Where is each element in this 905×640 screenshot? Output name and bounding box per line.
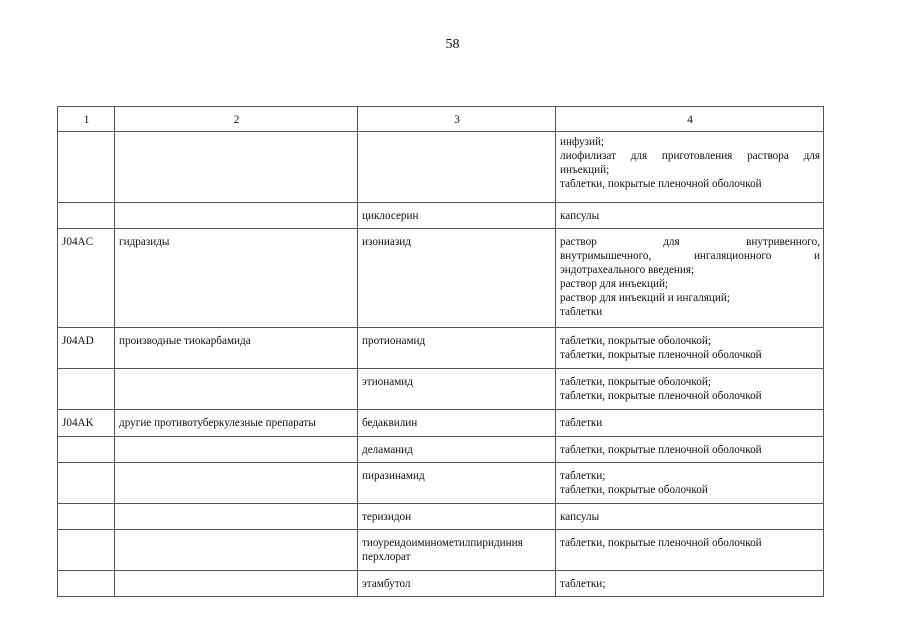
atc-code-cell	[58, 369, 115, 410]
dosage-forms-cell	[556, 571, 824, 597]
dosage-form-line: таблетки, покрытые пленочной оболочкой	[560, 178, 762, 190]
group-cell	[115, 571, 358, 597]
table-row	[58, 571, 824, 597]
dosage-form-line: таблетки	[560, 417, 603, 429]
table-row	[58, 229, 824, 328]
drug-name-cell: протионамид	[358, 328, 556, 369]
drug-name-cell: теризидон	[358, 504, 556, 530]
dosage-forms-cell	[556, 437, 824, 463]
dosage-form-line: таблетки	[560, 306, 603, 318]
group-cell	[115, 530, 358, 571]
table-row	[58, 132, 824, 203]
group-cell	[115, 463, 358, 504]
drug-name-cell: изониазид	[358, 229, 556, 328]
atc-code-cell	[58, 463, 115, 504]
group-cell: гидразиды	[115, 229, 358, 328]
dosage-forms-cell	[556, 530, 824, 571]
dosage-forms-cell	[556, 504, 824, 530]
table-row	[58, 437, 824, 463]
atc-code-cell	[58, 530, 115, 571]
dosage-forms-cell	[556, 328, 824, 369]
drug-name-cell: этионамид	[358, 369, 556, 410]
atc-code-cell: J04AD	[58, 328, 115, 369]
header-col-2: 2	[115, 107, 358, 132]
atc-code-cell: J04AK	[58, 410, 115, 437]
dosage-form-line: лиофилизат для приготовления раствора для	[560, 150, 820, 162]
table-row	[58, 504, 824, 530]
group-cell	[115, 437, 358, 463]
group-cell: производные тиокарбамида	[115, 328, 358, 369]
dosage-forms-cell	[556, 463, 824, 504]
header-col-4: 4	[556, 107, 824, 132]
dosage-forms-cell	[556, 132, 824, 203]
drug-name-cell: тиоуреидоиминометилпиридиния перхлорат	[358, 530, 556, 571]
atc-code-cell	[58, 203, 115, 229]
table-row	[58, 463, 824, 504]
group-cell	[115, 369, 358, 410]
header-col-3: 3	[358, 107, 556, 132]
atc-code-cell	[58, 132, 115, 203]
dosage-form-line: эндотрахеального введения;	[560, 264, 695, 276]
dosage-form-line: таблетки, покрытые пленочной оболочкой	[560, 537, 762, 549]
drug-name-cell: пиразинамид	[358, 463, 556, 504]
atc-code-cell: J04AC	[58, 229, 115, 328]
dosage-form-line: раствор для инъекций;	[560, 278, 669, 290]
table-header-row	[58, 107, 824, 132]
dosage-form-line: раствор для внутривенного,	[560, 236, 820, 248]
dosage-form-line: таблетки, покрытые оболочкой;	[560, 376, 711, 388]
dosage-form-line: таблетки;	[560, 470, 606, 482]
dosage-form-line: внутримышечного, ингаляционного и	[560, 250, 820, 262]
atc-code-cell	[58, 571, 115, 597]
group-cell: другие противотуберкулезные препараты	[115, 410, 358, 437]
table-row	[58, 328, 824, 369]
atc-code-cell	[58, 504, 115, 530]
drug-name-cell	[358, 132, 556, 203]
drug-name-cell: деламанид	[358, 437, 556, 463]
dosage-form-line: таблетки, покрытые оболочкой	[560, 484, 708, 496]
dosage-form-line: раствор для инъекций и ингаляций;	[560, 292, 730, 304]
page-number: 58	[445, 37, 460, 52]
dosage-forms-cell	[556, 410, 824, 437]
dosage-form-line: таблетки, покрытые пленочной оболочкой	[560, 444, 762, 456]
dosage-form-line: капсулы	[560, 511, 600, 523]
table-row	[58, 410, 824, 437]
table-row	[58, 369, 824, 410]
dosage-form-line: таблетки, покрытые оболочкой;	[560, 335, 711, 347]
dosage-forms-cell	[556, 203, 824, 229]
dosage-form-line: инъекций;	[560, 164, 610, 176]
drug-name-cell: бедаквилин	[358, 410, 556, 437]
drug-name-cell: этамбутол	[358, 571, 556, 597]
header-col-1: 1	[58, 107, 115, 132]
group-cell	[115, 203, 358, 229]
table-row	[58, 203, 824, 229]
dosage-form-line: капсулы	[560, 210, 600, 222]
medication-table	[57, 106, 824, 597]
dosage-forms-cell	[556, 369, 824, 410]
group-cell	[115, 132, 358, 203]
table-row	[58, 530, 824, 571]
dosage-forms-cell	[556, 229, 824, 328]
atc-code-cell	[58, 437, 115, 463]
dosage-form-line: таблетки, покрытые пленочной оболочкой	[560, 390, 762, 402]
dosage-form-line: таблетки;	[560, 578, 606, 590]
drug-name-cell: циклосерин	[358, 203, 556, 229]
dosage-form-line: инфузий;	[560, 136, 605, 148]
group-cell	[115, 504, 358, 530]
dosage-form-line: таблетки, покрытые пленочной оболочкой	[560, 349, 762, 361]
